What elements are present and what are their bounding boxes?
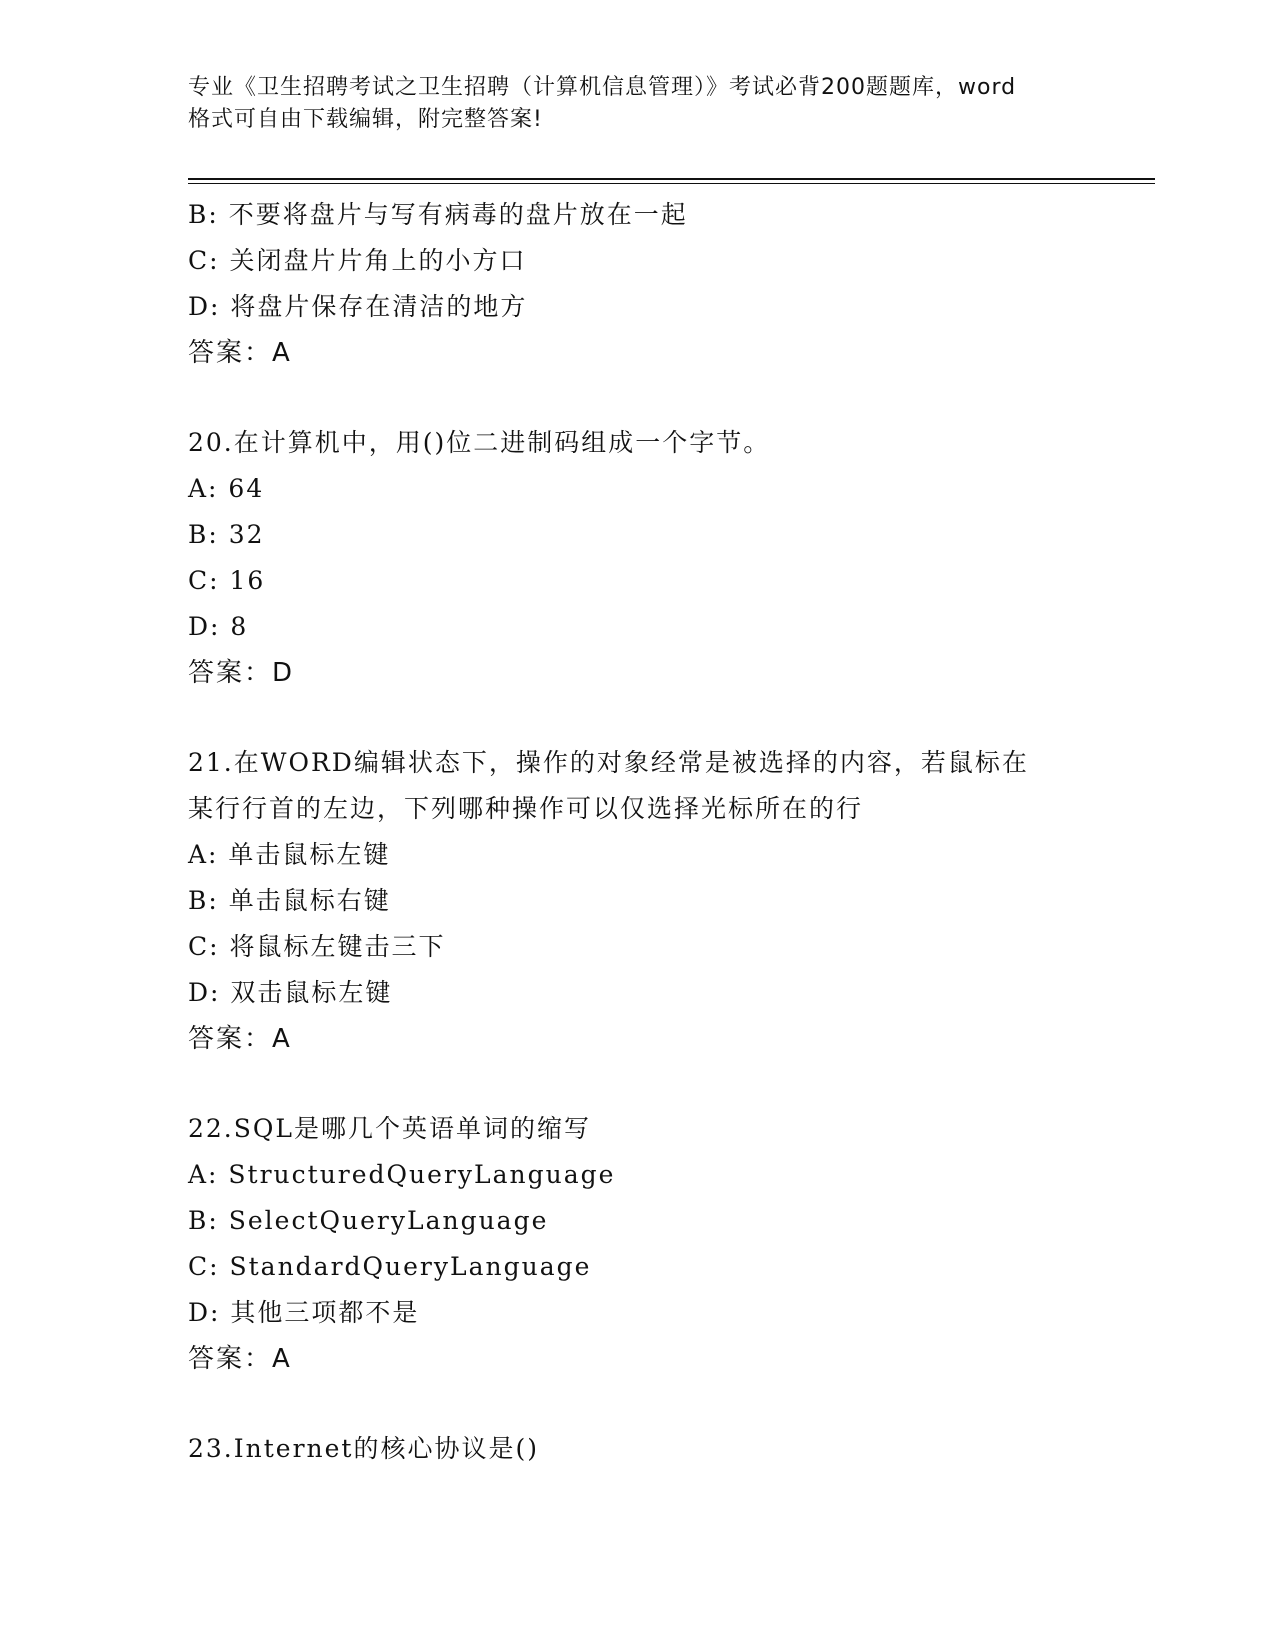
answer-line: 答案：A xyxy=(188,338,292,368)
header-line-2: 格式可自由下载编辑，附完整答案! xyxy=(188,107,543,132)
answer-line: 答案：A xyxy=(188,1024,292,1054)
option-d: D: 双击鼠标左键 xyxy=(188,978,393,1007)
question-20 xyxy=(188,420,1088,696)
header-line-1: 专业《卫生招聘考试之卫生招聘（计算机信息管理）》考试必背200题题库，word xyxy=(188,75,1017,100)
question-stem: 22.SQL是哪几个英语单词的缩写 xyxy=(188,1114,591,1143)
document-header xyxy=(188,72,1088,136)
question-23 xyxy=(188,1426,1088,1472)
option-b: B: 不要将盘片与写有病毒的盘片放在一起 xyxy=(188,200,688,229)
option-a: A: 64 xyxy=(188,474,265,503)
option-a: A: StructuredQueryLanguage xyxy=(188,1160,616,1189)
question-stem-line-2: 某行行首的左边，下列哪种操作可以仅选择光标所在的行 xyxy=(188,794,864,823)
question-stem: 23.Internet的核心协议是() xyxy=(188,1434,539,1463)
question-list xyxy=(188,192,1088,1472)
option-b: B: 单击鼠标右键 xyxy=(188,886,391,915)
header-rule-thick xyxy=(188,178,1155,180)
header-rule-thin xyxy=(188,183,1155,184)
option-d: D: 其他三项都不是 xyxy=(188,1298,420,1327)
answer-line: 答案：A xyxy=(188,1344,292,1374)
question-stem-line-1: 21.在WORD编辑状态下，操作的对象经常是被选择的内容，若鼠标在 xyxy=(188,748,1029,777)
option-b: B: 32 xyxy=(188,520,265,549)
option-c: C: 16 xyxy=(188,566,266,595)
question-22 xyxy=(188,1106,1088,1382)
question-21 xyxy=(188,740,1088,1062)
option-d: D: 8 xyxy=(188,612,249,641)
option-b: B: SelectQueryLanguage xyxy=(188,1206,549,1235)
option-a: A: 单击鼠标左键 xyxy=(188,840,391,869)
option-c: C: StandardQueryLanguage xyxy=(188,1252,592,1281)
option-c: C: 关闭盘片片角上的小方口 xyxy=(188,246,527,275)
question-19 xyxy=(188,192,1088,376)
option-d: D: 将盘片保存在清洁的地方 xyxy=(188,292,528,321)
option-c: C: 将鼠标左键击三下 xyxy=(188,932,446,961)
question-stem: 20.在计算机中，用()位二进制码组成一个字节。 xyxy=(188,428,771,457)
answer-line: 答案：D xyxy=(188,658,295,688)
